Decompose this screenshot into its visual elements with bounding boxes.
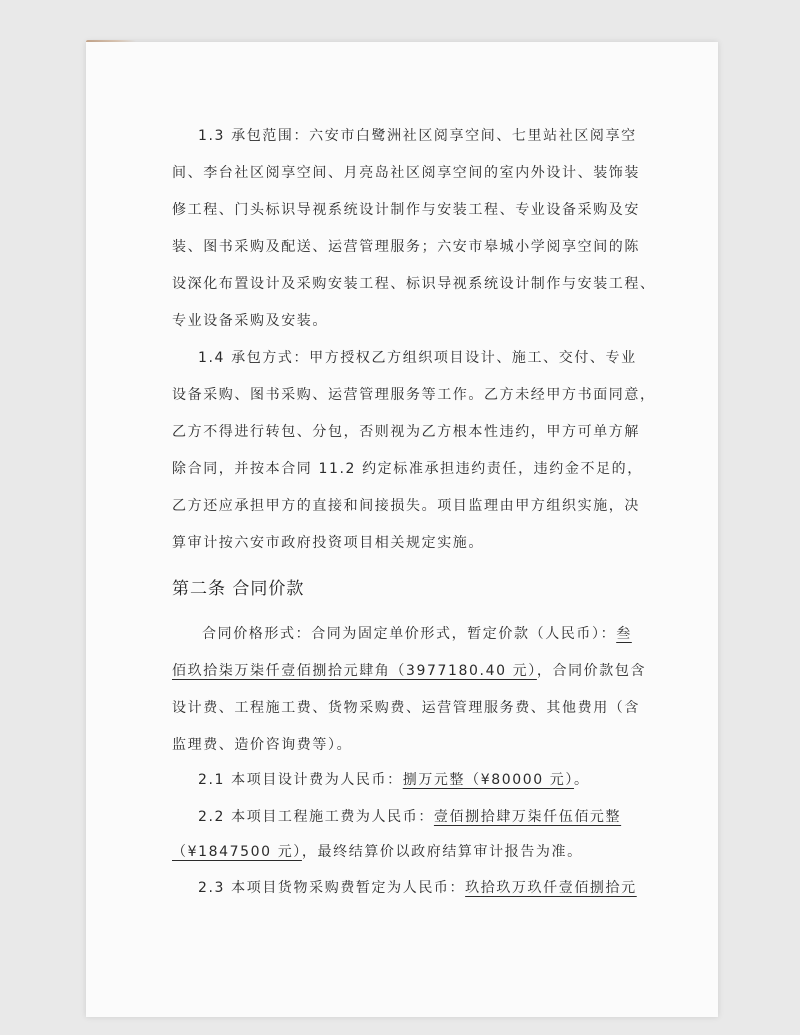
clause-2-3 bbox=[198, 878, 637, 898]
clause-1-4-line: 1.4 承包方式：甲方授权乙方组织项目设计、施工、交付、专业 bbox=[198, 350, 637, 366]
price-form-line: 监理费、造价咨询费等）。 bbox=[172, 737, 353, 753]
clause-2-2-suffix: ，最终结算价以政府结算审计报告为准。 bbox=[301, 844, 583, 860]
construction-fee-amount: （¥1847500 元） bbox=[172, 844, 302, 860]
price-form-label: 合同价格形式：合同为固定单价形式，暂定价款（人民币）： bbox=[202, 626, 617, 642]
price-form-line bbox=[172, 661, 646, 681]
price-form-line: 设计费、工程施工费、货物采购费、运营管理服务费、其他费用（含 bbox=[172, 700, 640, 716]
clause-1-3-line: 修工程、门头标识导视系统设计制作与安装工程、专业设备采购及安 bbox=[172, 202, 640, 218]
goods-fee-words: 玖拾玖万玖仟壹佰捌拾元 bbox=[465, 880, 637, 896]
clause-1-3-line: 1.3 承包范围：六安市白鹭洲社区阅享空间、七里站社区阅享空 bbox=[198, 128, 637, 144]
clause-1-3-line: 设深化布置设计及采购安装工程、标识导视系统设计制作与安装工程、 bbox=[172, 276, 656, 292]
total-price-words: 叁 bbox=[616, 626, 632, 642]
clause-2-1 bbox=[198, 770, 590, 790]
clause-2-2-label: 2.2 本项目工程施工费为人民币： bbox=[198, 809, 434, 825]
clause-1-4-line: 除合同，并按本合同 11.2 约定标准承担违约责任，违约金不足的， bbox=[172, 461, 643, 477]
clause-1-3-line: 装、图书采购及配送、运营管理服务；六安市皋城小学阅享空间的陈 bbox=[172, 239, 640, 255]
clause-1-3-line: 专业设备采购及安装。 bbox=[172, 313, 328, 329]
clause-1-4-line: 设备采购、图书采购、运营管理服务等工作。乙方未经甲方书面同意， bbox=[172, 387, 656, 403]
clause-2-3-label: 2.3 本项目货物采购费暂定为人民币： bbox=[198, 880, 466, 896]
price-form-line bbox=[202, 624, 632, 644]
construction-fee-words: 壹佰捌拾肆万柒仟伍佰元整 bbox=[433, 809, 622, 825]
price-form-text: ，合同价款包含 bbox=[536, 663, 647, 679]
clause-1-3-line: 间、李台社区阅享空间、月亮岛社区阅享空间的室内外设计、装饰装 bbox=[172, 165, 640, 181]
clause-2-1-suffix: 。 bbox=[574, 772, 590, 788]
total-price-amount: 佰玖拾柒万柒仟壹佰捌拾元肆角（3977180.40 元） bbox=[172, 663, 537, 679]
clause-2-2 bbox=[198, 807, 621, 827]
design-fee-amount: 捌万元整（¥80000 元） bbox=[402, 772, 575, 788]
clause-1-4-line: 乙方不得进行转包、分包，否则视为乙方根本性违约，甲方可单方解 bbox=[172, 424, 640, 440]
clause-1-4-line: 算审计按六安市政府投资项目相关规定实施。 bbox=[172, 535, 484, 551]
contract-page bbox=[86, 42, 718, 1017]
section-heading: 第二条 合同价款 bbox=[172, 579, 305, 599]
clause-2-2-line bbox=[172, 842, 583, 862]
clause-2-1-label: 2.1 本项目设计费为人民币： bbox=[198, 772, 403, 788]
clause-1-4-line: 乙方还应承担甲方的直接和间接损失。项目监理由甲方组织实施，决 bbox=[172, 498, 640, 514]
